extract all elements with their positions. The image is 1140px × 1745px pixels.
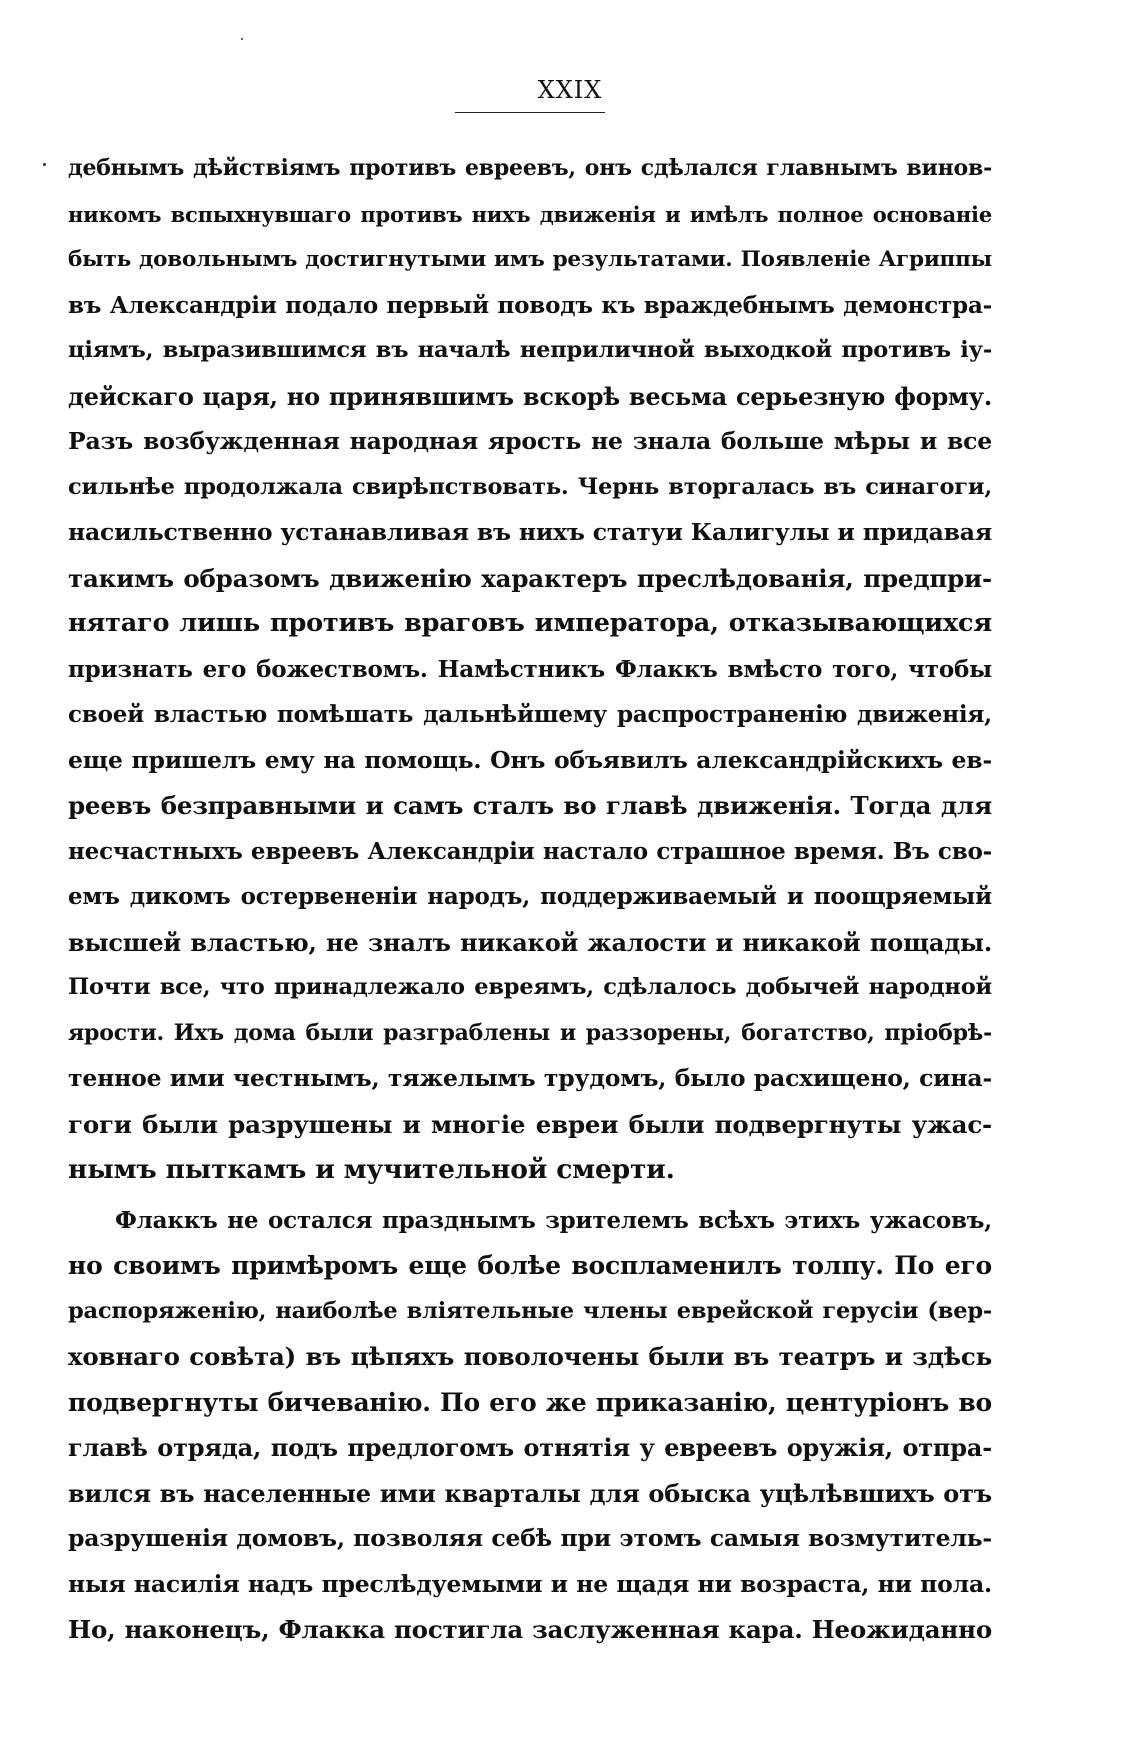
text-line: ціямъ, выразившимся въ началѣ неприличной выходкой противъ іу- <box>68 337 992 363</box>
ink-speck <box>43 163 46 166</box>
paragraph-2 <box>68 1198 992 1653</box>
body-text <box>68 146 992 1653</box>
text-line: подвергнуты бичеванію. По его же приказанію, центуріонъ во <box>68 1387 992 1417</box>
paragraph-1 <box>68 146 992 1193</box>
header-rule <box>455 112 605 113</box>
text-line: реевъ безправными и самъ сталъ во главѣ движенія. Тогда для <box>68 791 992 820</box>
text-line: ярости. Ихъ дома были разграблены и раззорены, богатство, пріобрѣ- <box>68 1019 992 1046</box>
page-number: XXIX <box>537 76 603 104</box>
text-line: тенное ими честнымъ, тяжелымъ трудомъ, было расхищено, сина- <box>68 1064 992 1092</box>
text-line: Почти все, что принадлежало евреямъ, сдѣлалось добычей народной <box>68 974 992 1000</box>
text-line: Разъ возбужденная народная ярость не знала больше мѣры и все <box>68 427 992 455</box>
text-line: своей властью помѣшать дальнѣйшему распространенію движенія, <box>68 701 992 728</box>
text-line: Но, наконецъ, Флакка постигла заслуженная кара. Неожиданно <box>68 1615 992 1644</box>
text-line: быть довольнымъ достигнутыми имъ результатами. Появленіе Агриппы <box>68 247 992 272</box>
text-line: Флаккъ не остался празднымъ зрителемъ всѣхъ этихъ ужасовъ, <box>115 1206 992 1234</box>
text-line: сильнѣе продолжала свирѣпствовать. Чернь вторгалась въ синагоги, <box>68 473 992 500</box>
text-line: признать его божествомъ. Намѣстникъ Флаккъ вмѣсто того, чтобы <box>68 655 992 683</box>
text-line: но своимъ примѣромъ еще болѣе воспламенилъ толпу. По его <box>68 1251 992 1280</box>
text-line: вился въ населенные ими кварталы для обыска уцѣлѣвшихъ отъ <box>68 1478 992 1508</box>
text-line: емъ дикомъ остервененіи народъ, поддерживаемый и поощряемый <box>68 883 992 910</box>
text-line: въ Александріи подало первый поводъ къ враждебнымъ демонстра- <box>68 291 992 319</box>
text-line: еще пришелъ ему на помощь. Онъ объявилъ александрійскихъ ев- <box>68 745 992 774</box>
text-line: насильственно устанавливая въ нихъ статуи Калигулы и придавая <box>68 518 992 546</box>
text-line: высшей властью, не зналъ никакой жалости и никакой пощады. <box>68 927 992 957</box>
text-line: нятаго лишь противъ враговъ императора, отказывающихся <box>68 608 992 638</box>
text-line: дебнымъ дѣйствіямъ противъ евреевъ, онъ сдѣлался главнымъ винов- <box>68 155 992 181</box>
text-line: разрушенія домовъ, позволяя себѣ при этомъ самыя возмутитель- <box>68 1524 992 1552</box>
text-line: нымъ пыткамъ и мучительной смерти. <box>68 1154 675 1185</box>
text-line: дейскаго царя, но принявшимъ вскорѣ весьма серьезную форму. <box>68 381 992 411</box>
text-line: главѣ отряда, подъ предлогомъ отнятія у евреевъ оружія, отпра- <box>68 1433 992 1462</box>
text-line: несчастныхъ евреевъ Александріи настало страшное время. Въ сво- <box>68 837 992 865</box>
ink-speck <box>241 38 243 40</box>
text-line: никомъ вспыхнувшаго противъ нихъ движенія и имѣлъ полное основаніе <box>68 201 992 227</box>
text-line: распоряженію, наиболѣе вліятельные члены еврейской герусіи (вер- <box>68 1297 992 1324</box>
text-line: такимъ образомъ движенію характеръ преслѣдованія, предпри- <box>68 563 992 593</box>
text-line: гоги были разрушены и многіе евреи были подвергнуты ужас- <box>68 1109 992 1139</box>
text-line: ныя насилія надъ преслѣдуемыми и не щадя ни возраста, ни пола. <box>68 1569 992 1598</box>
text-line: ховнаго совѣта) въ цѣпяхъ поволочены были въ театръ и здѣсь <box>68 1342 992 1371</box>
